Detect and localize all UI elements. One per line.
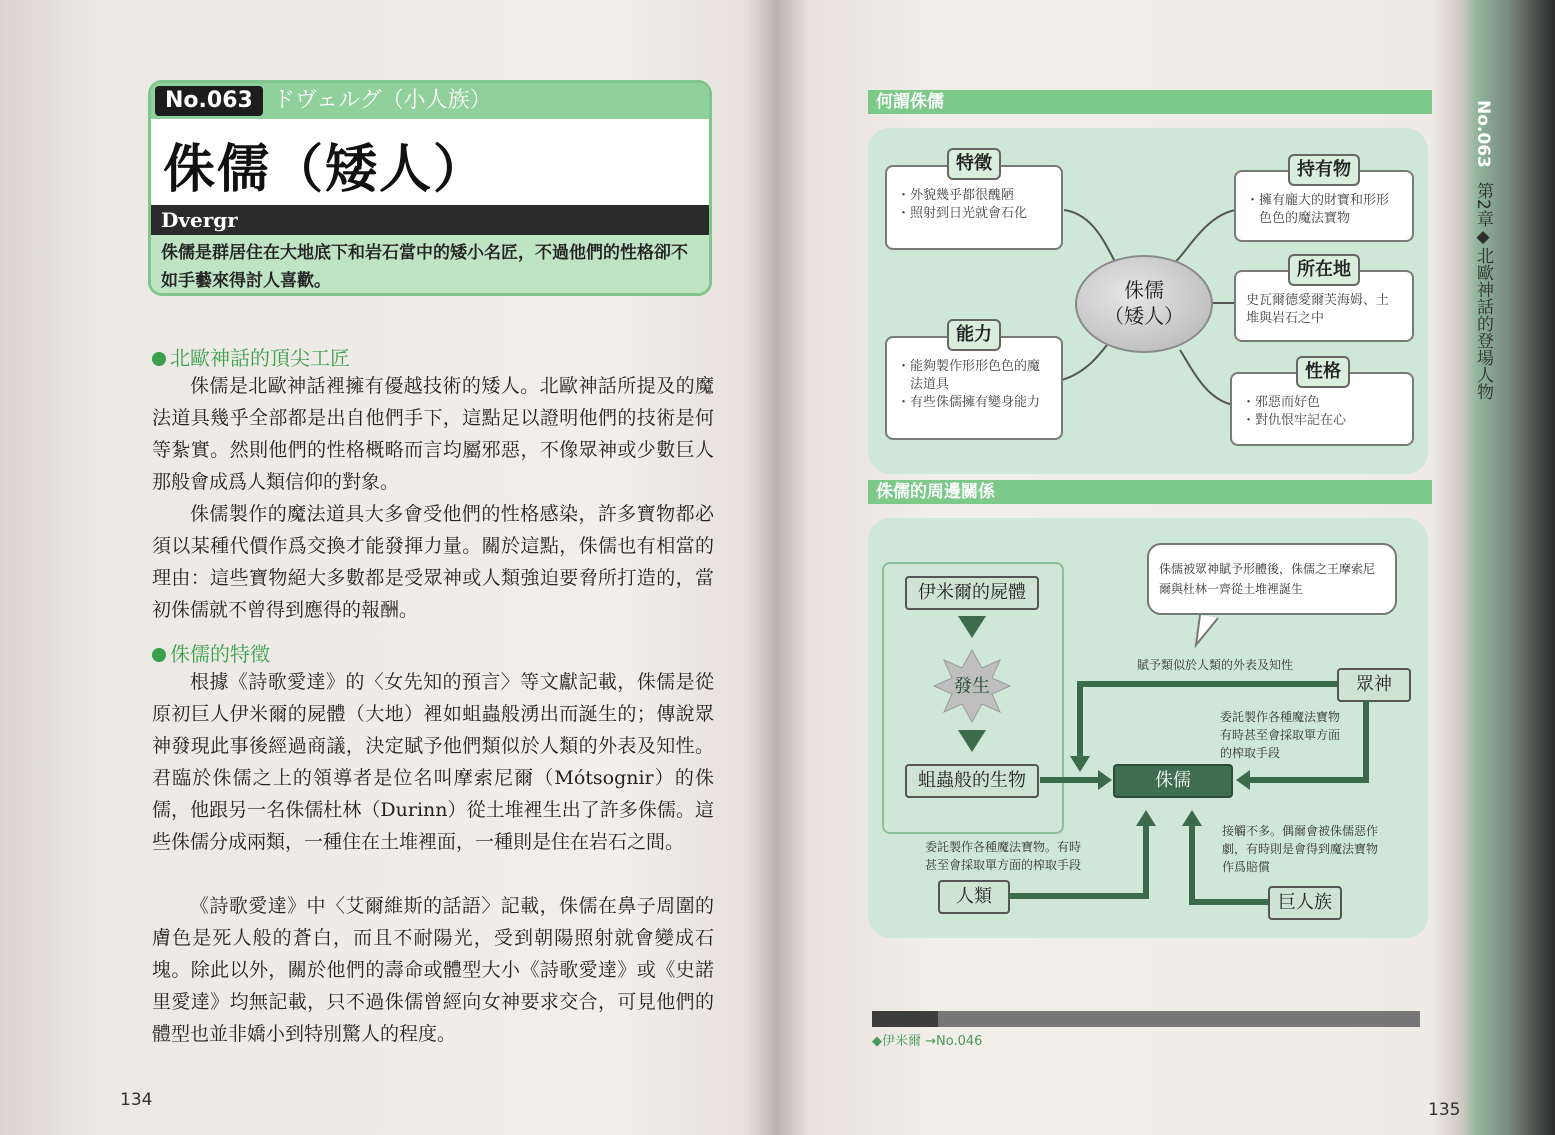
- page-number-right: 135: [1428, 1100, 1461, 1120]
- personality-tag: 性格: [1296, 356, 1350, 388]
- dwarf-node: 侏儒: [1113, 764, 1233, 798]
- chapter-side-tab: [1467, 100, 1499, 520]
- side-tab-chapter: 第2章◆北歐神話的登場人物: [1473, 181, 1493, 400]
- possessions-tag: 持有物: [1288, 154, 1360, 186]
- entry-title: 侏儒（矮人）: [163, 139, 488, 200]
- human-commission-text: 委託製作各種魔法寶物。有時 甚至會採取單方面的榨取手段: [925, 840, 1082, 872]
- down-arrow-icon: [958, 730, 986, 752]
- birth-label: 發生: [954, 676, 990, 697]
- section-title-relations: 侏儒的周邊關係: [868, 480, 1432, 504]
- entry-summary: 侏儒是群居住在大地底下和岩石當中的矮小名匠，不過他們的性格卻不如手藝來得討人喜歡。: [151, 235, 709, 296]
- related-link[interactable]: ◆伊米爾 →No.046: [872, 1034, 983, 1049]
- giant-label: 巨人族: [1268, 886, 1342, 920]
- speech-bubble: 侏儒被眾神賦予形體後，侏儒之王摩索尼爾與杜林一齊從土堆裡誕生: [1147, 543, 1397, 615]
- section-heading-traits: 侏儒的特徵: [152, 638, 270, 667]
- arrow-right-icon: [1098, 770, 1112, 790]
- traits-text: ・外貌幾乎都很醜陋 ・照射到日光就會石化: [897, 188, 1028, 221]
- location-tag: 所在地: [1288, 254, 1360, 286]
- arrow-up-icon: [1182, 810, 1202, 826]
- center-label: 侏儒: [1124, 278, 1164, 302]
- section-title-what-is-dwarf: 何謂侏儒: [868, 90, 1432, 114]
- center-label-sub: （矮人）: [1104, 304, 1184, 328]
- japanese-name: ドヴェルグ（小人族）: [273, 88, 492, 113]
- english-name: Dvergr: [151, 205, 709, 235]
- down-arrow-icon: [958, 616, 986, 638]
- traits-tag: 特徵: [947, 148, 1001, 180]
- arrow-left-icon: [1236, 770, 1250, 790]
- entry-number-badge: No.063: [155, 86, 263, 116]
- ability-text: ・能夠製作形形色色的魔 法道具 ・有些侏儒擁有變身能力: [897, 359, 1041, 410]
- giant-text: 接觸不多。偶爾會被侏儒惡作 劇，有時則是會得到魔法寶物 作爲賠償: [1222, 824, 1379, 874]
- bubble-tail: [1196, 615, 1218, 645]
- paragraph-2: 侏儒製作的魔法道具大多會受他們的性格感染，許多寶物都必須以某種代價作爲交換才能發揮力量。關於這點，侏儒也有相當的理由：這些寶物絕大多數都是受眾神或人類強迫要脅所打造的，當初侏儒就不曾得到應得的報酬。: [152, 503, 714, 621]
- gods-label: 眾神: [1337, 668, 1411, 702]
- gods-arrow-text: 賦予類似於人類的外表及知性: [1137, 658, 1294, 672]
- maggot-label: 蛆蟲般的生物: [905, 764, 1039, 798]
- paragraph-1: 侏儒是北歐神話裡擁有優越技術的矮人。北歐神話所提及的魔法道具幾乎全部都是出自他們手下，這點足以證明他們的技術是何等紮實。然則他們的性格概略而言均屬邪惡，不像眾神或少數巨人那般會成爲人類信仰的對象。: [152, 375, 714, 493]
- possessions-text: ・擁有龐大的財寶和形形 色色的魔法寶物: [1246, 193, 1390, 226]
- gods-commission-text: 委託製作各種魔法寶物 有時甚至會採取單方面 的榨取手段: [1220, 710, 1341, 760]
- side-tab-number: No.063: [1473, 100, 1493, 168]
- ymir-label: 伊米爾的屍體: [905, 576, 1039, 610]
- location-text: 史瓦爾德愛爾芙海姆、土 堆與岩石之中: [1246, 293, 1390, 326]
- arrow-up-icon: [1136, 810, 1156, 826]
- page-number-left: 134: [120, 1090, 153, 1110]
- human-label: 人類: [938, 880, 1010, 914]
- section-heading-craftsmen: 北歐神話的頂尖工匠: [152, 342, 350, 371]
- paragraph-3: 根據《詩歌愛達》的〈女先知的預言〉等文獻記載，侏儒是從原初巨人伊米爾的屍體（大地）裡如蛆蟲般湧出而誕生的；傳說眾神發現此事後經過商議，決定賦予他們類似於人類的外表及知性。君臨於侏儒之上的領導者是位名叫摩索尼爾（Mótsognir）的侏儒，他跟另一名侏儒杜林（Durinn）從土堆裡生出了許多侏儒。這些侏儒分成兩類，一種住在土堆裡面，一種則是住在岩石之間。: [152, 671, 714, 853]
- arrow-down-icon: [1070, 756, 1090, 772]
- paragraph-4: 《詩歌愛達》中〈艾爾維斯的話語〉記載，侏儒在鼻子周圍的膚色是死人般的蒼白，而且不耐陽光，受到朝陽照射就會變成石塊。除此以外，關於他們的壽命或體型大小《詩歌愛達》或《史諾里愛達》均無記載，只不過侏儒曾經向女神要求交合，可見他們的體型也並非嬌小到特別驚人的程度。: [152, 895, 714, 1045]
- personality-text: ・邪惡而好色 ・對仇恨牢記在心: [1242, 395, 1347, 428]
- related-items-bar: [872, 1011, 1420, 1027]
- ability-tag: 能力: [947, 319, 1001, 351]
